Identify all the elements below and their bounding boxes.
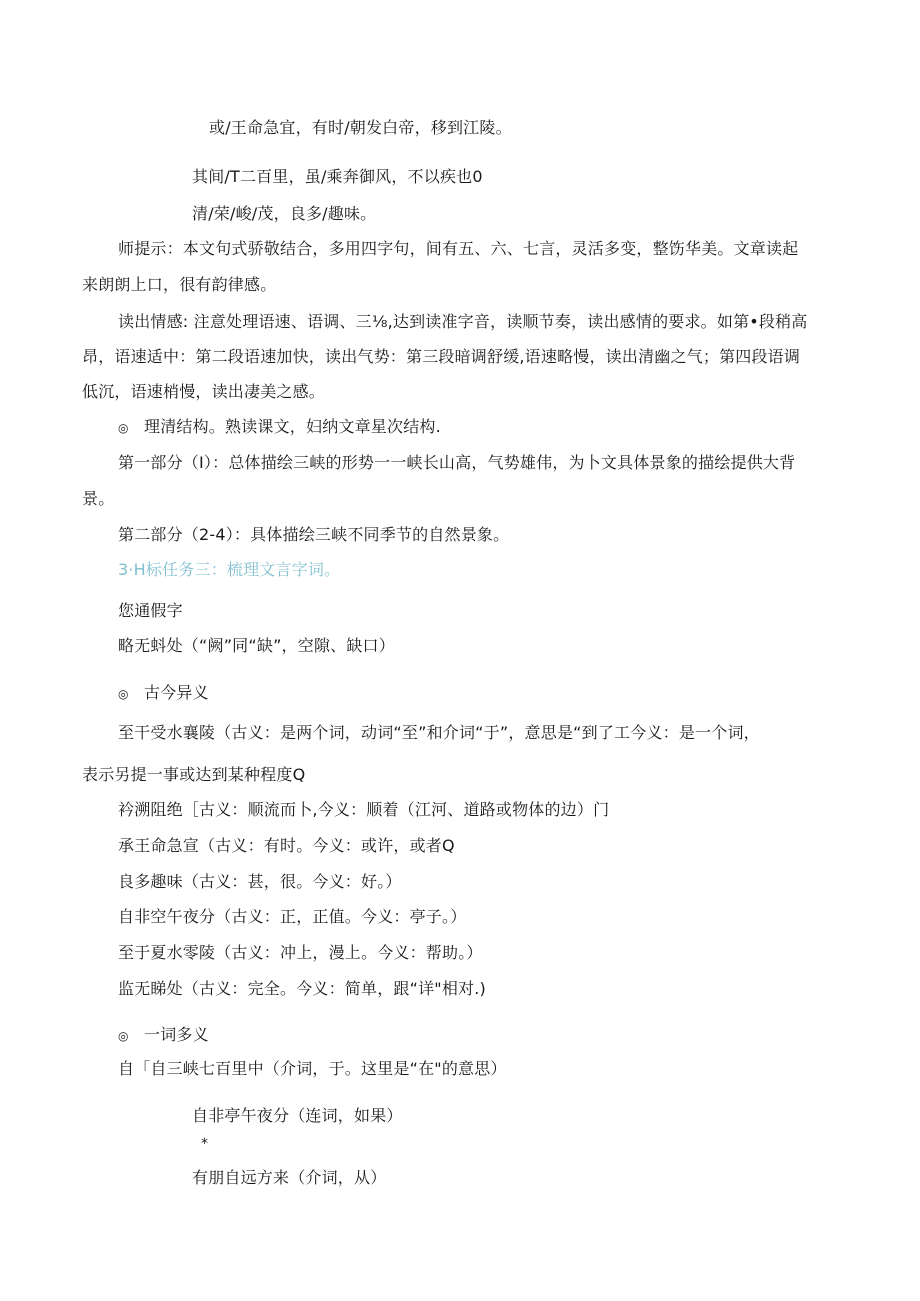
gujin-item-1-line-2: 表示另提一事或达到某种程度Q — [82, 765, 306, 784]
bullet-icon: ◎ — [118, 687, 129, 701]
duoyi-item-3: 有朋自远方来（介词，从） — [192, 1168, 387, 1187]
paragraph-part1-line-2: 景。 — [82, 489, 115, 508]
gujin-item-3: 承王命急宣（古义：有时。今义：或许，或者Q — [118, 836, 455, 855]
bullet-icon: ◎ — [118, 421, 129, 435]
text-line-2: 其间/T二百里，虽/乘奔御风，不以疾也0 — [192, 167, 483, 186]
paragraph-teacher-tip-line-2: 来朗朗上口，很有韵律感。 — [82, 275, 277, 294]
text-line-1: 或/王命急宜，有时/朝发白帝，移到江陵。 — [209, 118, 512, 137]
bullet-gujin-label: 古今异义 — [144, 683, 209, 702]
paragraph-emotion-line-3: 低沉，语速梢慢，读出凄美之感。 — [82, 382, 326, 401]
gujin-item-5: 自非空午夜分（古义：正，正值。今义：亭子。） — [118, 907, 467, 926]
paragraph-part1-line-1: 第一部分（I）：总体描绘三峡的形势一一峡长山高，气势雄伟，为卜文具体景象的描绘提供大背 — [118, 453, 796, 472]
gujin-item-4: 良多趣味（古义：甚，很。今义：好。） — [118, 872, 402, 891]
gujin-item-6: 至于夏水零陵（古义：冲上，漫上。今义：帮助。） — [118, 943, 483, 962]
paragraph-emotion-line-1: 读出情感: 注意处理语速、语调、三⅛,达到读准字音，读顺节奏，读出感情的要求。如第•段稍高 — [118, 312, 808, 331]
gujin-item-1-line-1: 至干受水襄陵（古义：是两个词，动词“至”和介词“于”，意思是“到了工今义：是一个词， — [118, 723, 760, 742]
star-mark: * — [201, 1136, 209, 1152]
duoyi-item-1: 自「自三峡七百里中（介词，于。这里是“在"的意思） — [118, 1059, 507, 1078]
text-line-3: 清/荣/峻/茂，良多/趣味。 — [192, 204, 377, 223]
bullet-yiciduoyi — [118, 1024, 209, 1047]
paragraph-part2: 第二部分（2-4）：具体描绘三峡不同季节的自然景象。 — [118, 525, 510, 544]
task-three-heading: 3·H标任务三：梳理文言字词。 — [118, 560, 341, 579]
bullet-structure — [118, 416, 441, 439]
bullet-icon: ◎ — [118, 1029, 129, 1043]
paragraph-emotion-line-2: 昂，语速适中：第二段语速加快，读出气势：第三段暗调舒缓,语速略慢，读出清幽之气；第四段语调 — [82, 347, 801, 366]
gujin-item-7: 监无睇处（古义：完全。今义：简单，跟“详"相对.) — [118, 979, 486, 998]
duoyi-item-2: 自非亭午夜分（连词，如果） — [192, 1106, 403, 1125]
bullet-gujin — [118, 682, 209, 705]
bullet-yiciduoyi-label: 一词多义 — [144, 1025, 209, 1044]
bullet-structure-label: 理清结构。熟读课文，妇纳文章星次结构. — [144, 417, 441, 436]
paragraph-teacher-tip-line-1: 师提示：本文句式骄敬结合，多用四字句，间有五、六、七言，灵活多变，整饬华美。文章读起 — [118, 239, 799, 258]
section-tongjiazi: 您通假字 — [118, 601, 183, 620]
tongjiazi-item-1: 略无蚪处（“阙”同“缺”，空隙、缺口） — [118, 636, 395, 655]
gujin-item-2: 衿溯阻绝［古义：顺流而卜,今义：顺着（江河、道路或物体的边）门 — [118, 800, 610, 819]
